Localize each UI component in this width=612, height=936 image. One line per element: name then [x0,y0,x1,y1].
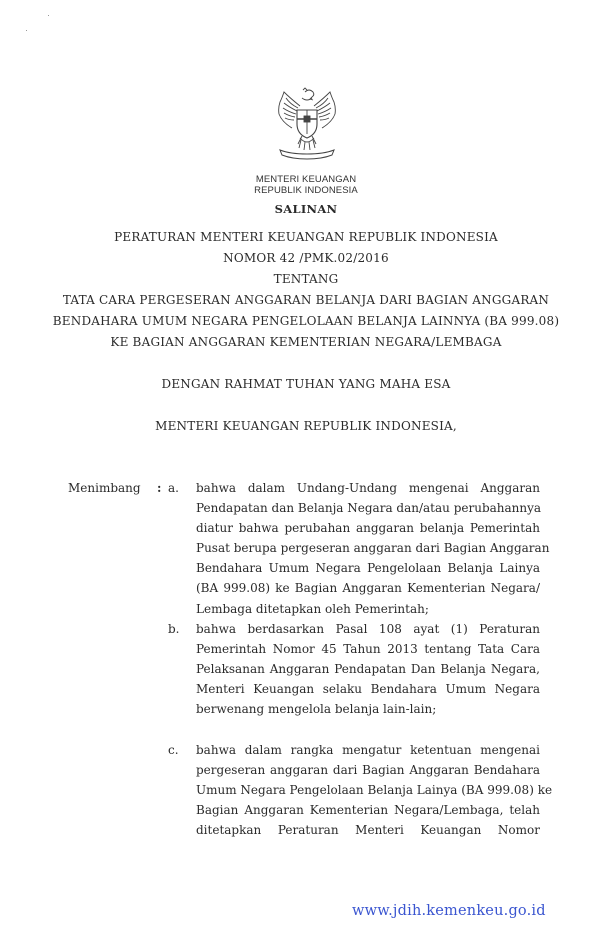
text-line: Bagian Anggaran Kementerian Negara/Lembaga, telah [196,803,540,818]
ministry-name-line1: MENTERI KEUANGAN [255,174,357,185]
text-line: Pendapatan dan Belanja Negara dan/atau perubahannya [196,501,542,516]
text-line: pergeseran anggaran dari Bagian Anggaran Bendahara [196,763,540,778]
text-line: Pusat berupa pergeseran anggaran dari Bagian Anggaran [196,541,550,556]
text-line: bahwa dalam Undang-Undang mengenai Anggaran [196,481,540,495]
text-line: (BA 999.08) ke Bagian Anggaran Kementerian Negara/ [196,581,540,596]
text-line: bahwa dalam rangka mengatur ketentuan mengenai [196,743,540,757]
scan-speck [26,30,27,31]
considering-item-c [196,740,553,840]
regulation-subject-line1: TATA CARA PERGESERAN ANGGARAN BELANJA DARI BAGIAN ANGGARAN [62,293,550,307]
text-line: diatur bahwa perubahan anggaran belanja Pemerintah [196,521,540,536]
text-line: Bendahara Umum Negara Pengelolaan Belanja Lainya [196,561,540,576]
text-line: Lembaga ditetapkan oleh Pemerintah; [196,601,429,616]
item-letter-b: b. [168,622,180,636]
regulation-title: PERATURAN MENTERI KEUANGAN REPUBLIK INDONESIA [114,230,498,244]
regulation-about: TENTANG [273,272,339,286]
scan-speck [48,15,49,16]
authority: MENTERI KEUANGAN REPUBLIK INDONESIA, [155,419,457,433]
text-line: berwenang mengelola belanja lain-lain; [196,702,437,717]
item-letter-a: a. [168,481,179,495]
text-line: Pemerintah Nomor 45 Tahun 2013 tentang Tata Cara [196,642,540,657]
regulation-subject-line2: BENDAHARA UMUM NEGARA PENGELOLAAN BELANJA LAINNYA (BA 999.08) [52,314,560,328]
considering-colon: : [157,481,162,495]
text-line: Umum Negara Pengelolaan Belanja Lainya (BA 999.08) ke [196,783,553,798]
text-line: Menteri Keuangan selaku Bendahara Umum Negara [196,682,540,697]
invocation: DENGAN RAHMAT TUHAN YANG MAHA ESA [161,377,451,391]
item-letter-c: c. [168,743,179,757]
considering-item-b [196,619,540,719]
copy-label: SALINAN [274,202,338,216]
considering-label: Menimbang [68,481,141,495]
ministry-name-line2: REPUBLIK INDONESIA [254,185,358,196]
regulation-subject-line3: KE BAGIAN ANGGARAN KEMENTERIAN NEGARA/LEMBAGA [110,335,502,349]
text-line: ditetapkan Peraturan Menteri Keuangan Nomor [196,823,540,838]
garuda-emblem-icon [272,86,342,170]
regulation-number: NOMOR 42 /PMK.02/2016 [223,251,389,265]
considering-item-a [196,478,550,619]
jdih-website-link[interactable]: www.jdih.kemenkeu.go.id [352,903,546,919]
text-line: Pelaksanan Anggaran Pendapatan Dan Belanja Negara, [196,662,540,677]
text-line: bahwa berdasarkan Pasal 108 ayat (1) Peraturan [196,622,540,636]
